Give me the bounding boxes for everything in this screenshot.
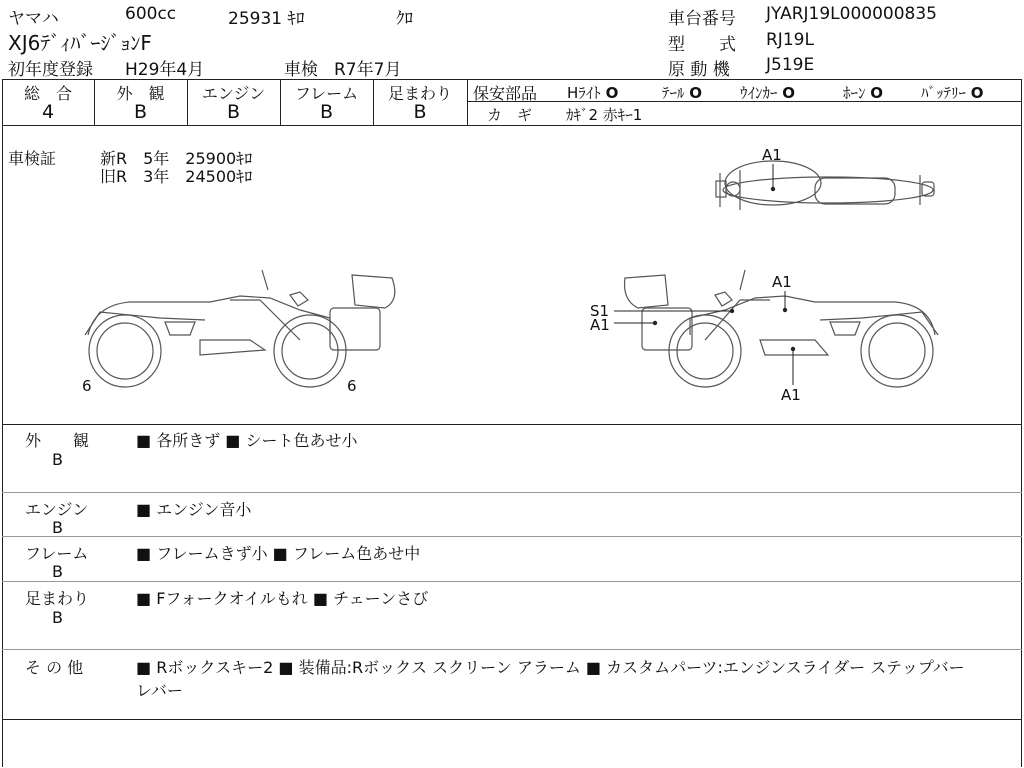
color: ｸﾛ xyxy=(396,9,413,29)
damage-mark-s1: S1 xyxy=(590,302,610,320)
type-label: 型 式 xyxy=(668,35,736,55)
remark-label-engine: エンジン xyxy=(25,500,89,519)
first-reg-label: 初年度登録 xyxy=(8,60,93,80)
grade-value-suspension: B xyxy=(413,101,427,123)
damage-mark-top-a1: A1 xyxy=(762,146,782,164)
remark-divider xyxy=(2,581,1022,582)
model-name: XJ6ﾃﾞｨﾊﾞｰｼﾞｮﾝF xyxy=(8,31,152,55)
left-view-bike-icon xyxy=(85,270,395,387)
remark-divider xyxy=(2,492,1022,493)
inspection-label: 車検 xyxy=(284,60,318,80)
key-label: カ ギ xyxy=(487,106,533,124)
displacement: 600cc xyxy=(125,4,177,24)
damage-mark-engine-a1: A1 xyxy=(781,386,801,404)
grade-value-exterior: B xyxy=(133,101,148,123)
check-mark-icon: O xyxy=(605,84,619,102)
damage-mark-box-a1: A1 xyxy=(590,316,610,334)
engine-value: J519E xyxy=(766,55,815,75)
safety-item-tail: ﾃｰﾙ O xyxy=(662,84,703,102)
first-reg-value: H29年4月 xyxy=(125,60,205,80)
price: 25931 ｷﾛ xyxy=(228,9,305,29)
grade-label-frame: フレーム xyxy=(294,84,359,103)
remark-grade-exterior: B xyxy=(52,450,63,469)
safety-item-winker: ｳｲﾝｶｰ O xyxy=(740,84,796,102)
check-mark-icon: O xyxy=(689,84,703,102)
remark-divider xyxy=(2,536,1022,537)
remark-label-suspension: 足まわり xyxy=(25,589,90,608)
grade-label-exterior: 外 観 xyxy=(116,84,165,103)
remark-text-engine: ■ エンジン音小 xyxy=(136,500,252,519)
top-view-bike-icon xyxy=(716,161,934,210)
safety-item-horn: ﾎｰﾝ O xyxy=(843,84,884,102)
remarks-bottom-rule xyxy=(2,719,1022,720)
remark-text-other-line1: ■ Rボックスキー2 ■ 装備品:Rボックス スクリーン アラーム ■ カスタムパーツ:エンジンスライダー ステップバー xyxy=(136,658,965,677)
safety-item-headlight: Hﾗｲﾄ O xyxy=(567,84,619,102)
remark-text-frame: ■ フレームきず小 ■ フレーム色あせ中 xyxy=(136,544,421,563)
cert-old: 旧R 3年 24500ｷﾛ xyxy=(100,167,253,186)
remark-text-exterior: ■ 各所きず ■ シート色あせ小 xyxy=(136,431,358,450)
remark-label-exterior: 外 観 xyxy=(25,431,90,450)
type-value: RJ19L xyxy=(766,30,814,50)
check-mark-icon: O xyxy=(870,84,884,102)
grade-value-overall: 4 xyxy=(41,101,55,123)
grade-label-suspension: 足まわり xyxy=(387,84,452,103)
remark-grade-engine: B xyxy=(52,518,63,537)
check-mark-icon: O xyxy=(782,84,796,102)
maker: ヤマハ xyxy=(8,9,59,29)
engine-label: 原 動 機 xyxy=(668,60,730,80)
safety-label: 保安部品 xyxy=(473,84,538,103)
remark-grade-frame: B xyxy=(52,562,63,581)
safety-item-battery: ﾊﾞｯﾃﾘｰ O xyxy=(921,84,984,102)
remark-divider xyxy=(2,649,1022,650)
cert-new: 新R 5年 25900ｷﾛ xyxy=(100,149,253,168)
remarks-top-rule xyxy=(2,424,1022,425)
damage-mark-tank-a1: A1 xyxy=(772,273,792,291)
grade-value-engine: B xyxy=(226,101,241,123)
frame-no-value: JYARJ19L000000835 xyxy=(766,4,937,24)
remark-text-suspension: ■ Fフォークオイルもれ ■ チェーンさび xyxy=(136,589,429,608)
tire-mark-rear: 6 xyxy=(347,377,357,395)
remark-label-frame: フレーム xyxy=(25,544,89,563)
check-mark-icon: O xyxy=(970,84,984,102)
remark-grade-suspension: B xyxy=(52,608,63,627)
grade-label-engine: エンジン xyxy=(201,84,266,103)
remark-label-other: そ の 他 xyxy=(25,658,84,677)
tire-mark-front: 6 xyxy=(82,377,92,395)
inspection-value: R7年7月 xyxy=(334,60,402,80)
key-value: ｶｷﾞ2 赤ｷｰ1 xyxy=(566,106,643,124)
frame-no-label: 車台番号 xyxy=(668,9,736,29)
remark-text-other-line2: レバー xyxy=(136,681,183,700)
grade-label-overall: 総 合 xyxy=(23,84,72,103)
grade-value-frame: B xyxy=(319,101,334,123)
cert-label: 車検証 xyxy=(8,149,57,168)
